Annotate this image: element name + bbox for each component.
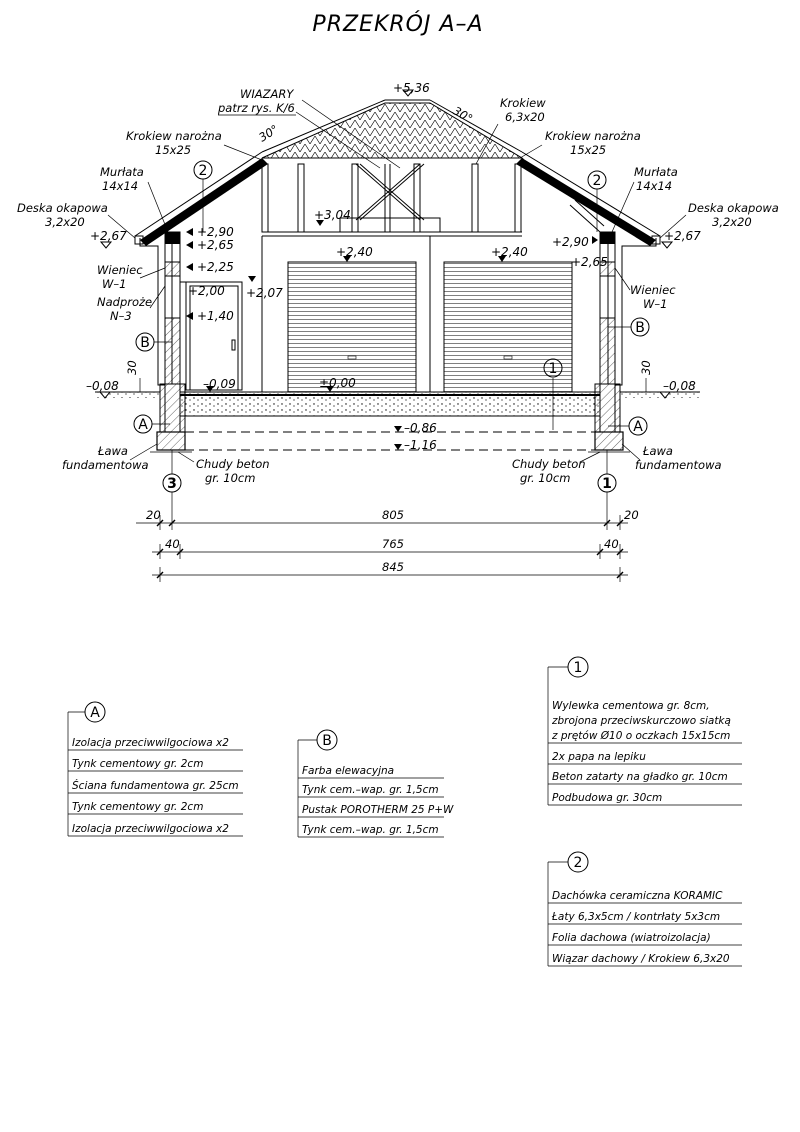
label-wieniec-left: Wieniec bbox=[97, 263, 143, 277]
legend-1-layer-1: 2x papa na lepiku bbox=[552, 751, 646, 763]
thirty-left: 30 bbox=[125, 360, 139, 375]
legend-B bbox=[298, 730, 454, 837]
label-chudy-beton-left-thk: gr. 10cm bbox=[205, 471, 256, 485]
elev-found-bottom: –1,16 bbox=[404, 438, 437, 452]
legend-2 bbox=[548, 852, 742, 966]
dim-row1-c: 20 bbox=[624, 508, 639, 522]
legend-A-layer-1: Izolacja przeciwwilgociowa x2 bbox=[72, 737, 229, 749]
label-deska-okapowa-right-size: 3,2x20 bbox=[712, 215, 752, 229]
label-wiazary: WIAZARY bbox=[240, 87, 294, 101]
legend-A-layer-2: Tynk cementowy gr. 2cm bbox=[72, 758, 204, 770]
legend-A-layer-4: Tynk cementowy gr. 2cm bbox=[72, 801, 204, 813]
tag-1-floor: 1 bbox=[548, 361, 558, 377]
dim-row2-c: 40 bbox=[604, 537, 619, 551]
label-wieniec-right: Wieniec bbox=[630, 283, 676, 297]
label-wieniec-left-code: W–1 bbox=[102, 277, 127, 291]
axis-3: 3 bbox=[167, 476, 177, 492]
elev-floor: ±0,00 bbox=[319, 376, 356, 390]
dim-row3: 845 bbox=[382, 560, 404, 574]
legend-2-layer-4: Wiązar dachowy / Krokiew 6,3x20 bbox=[552, 953, 730, 965]
legend-1 bbox=[548, 657, 742, 805]
dim-row1-b: 805 bbox=[382, 508, 404, 522]
label-murlata-right: Murłata bbox=[634, 165, 678, 179]
elev-found-top: –0,86 bbox=[404, 421, 437, 435]
legend-2-layer-2: Łaty 6,3x5cm / kontrłaty 5x3cm bbox=[552, 911, 721, 923]
dim-row2-a: 40 bbox=[165, 537, 180, 551]
drawing-title: PRZEKRÓJ A–A bbox=[312, 12, 484, 37]
legend-1-layer-3: Podbudowa gr. 30cm bbox=[552, 792, 663, 804]
axis-1: 1 bbox=[602, 476, 612, 492]
label-krokiew-narozna-right: Krokiew narożna bbox=[545, 129, 641, 143]
legend-A-layer-5: Izolacja przeciwwilgociowa x2 bbox=[72, 823, 229, 835]
label-chudy-beton-left: Chudy beton bbox=[196, 457, 270, 471]
tag-A-right: A bbox=[633, 419, 643, 435]
elev-ring-left: +2,65 bbox=[197, 238, 234, 252]
elev-door-head: +2,00 bbox=[188, 284, 225, 298]
legend-B-layer-2: Tynk cem.–wap. gr. 1,5cm bbox=[302, 784, 439, 796]
elev-gate-right: +2,40 bbox=[491, 245, 528, 259]
label-deska-okapowa-right: Deska okapowa bbox=[688, 201, 779, 215]
tag-2-left: 2 bbox=[198, 163, 208, 179]
elev-ring-right: +2,65 bbox=[571, 255, 608, 269]
elev-inside-step: –0,09 bbox=[203, 377, 236, 391]
legend-B-tag: B bbox=[322, 733, 332, 749]
legend-2-tag: 2 bbox=[573, 855, 583, 871]
dimensions bbox=[136, 492, 639, 582]
label-deska-okapowa-left: Deska okapowa bbox=[17, 201, 108, 215]
elev-door-head2: +2,07 bbox=[246, 286, 283, 300]
dim-row2-b: 765 bbox=[382, 537, 404, 551]
tag-B-left: B bbox=[140, 335, 150, 351]
elev-window: +1,40 bbox=[197, 309, 234, 323]
label-angle-right: 30° bbox=[450, 103, 476, 126]
elev-ground-right: –0,08 bbox=[663, 379, 696, 393]
legend-2-layer-1: Dachówka ceramiczna KORAMIC bbox=[552, 890, 723, 902]
tag-B-right: B bbox=[635, 320, 645, 336]
elev-wall-top-left: +2,90 bbox=[197, 225, 234, 239]
label-wieniec-right-code: W–1 bbox=[643, 297, 668, 311]
legend-1-head-1: Wylewka cementowa gr. 8cm, bbox=[552, 700, 710, 712]
label-lawa-left: Ława bbox=[98, 444, 128, 458]
label-nadproze: Nadproże bbox=[97, 295, 153, 309]
legend-B-layer-4: Tynk cem.–wap. gr. 1,5cm bbox=[302, 824, 439, 836]
legend-2-layer-3: Folia dachowa (wiatroizolacja) bbox=[552, 932, 711, 944]
label-krokiew-narozna-left: Krokiew narożna bbox=[126, 129, 222, 143]
elev-wall-top-right: +2,90 bbox=[552, 235, 589, 249]
label-murlata-left-size: 14x14 bbox=[102, 179, 139, 193]
label-chudy-beton-right: Chudy beton bbox=[512, 457, 586, 471]
tag-A-left: A bbox=[138, 417, 148, 433]
elev-eave-right: +2,67 bbox=[664, 229, 701, 243]
elev-eave-left: +2,67 bbox=[90, 229, 127, 243]
label-murlata-left: Murłata bbox=[100, 165, 144, 179]
label-krokiew-narozna-left-size: 15x25 bbox=[155, 143, 192, 157]
legend-B-layer-1: Farba elewacyjna bbox=[302, 765, 395, 777]
legend-A bbox=[68, 702, 243, 836]
label-chudy-beton-right-thk: gr. 10cm bbox=[520, 471, 571, 485]
elev-ground-left: –0,08 bbox=[86, 379, 119, 393]
legend-1-head-3: z prętów Ø10 o oczkach 15x15cm bbox=[552, 730, 731, 742]
label-wiazary-ref: patrz rys. K/6 bbox=[218, 101, 295, 115]
elev-lintel: +2,25 bbox=[197, 260, 234, 274]
label-fundamentowa-right: fundamentowa bbox=[635, 458, 722, 472]
label-lawa-right: Ława bbox=[643, 444, 673, 458]
label-fundamentowa-left: fundamentowa bbox=[62, 458, 149, 472]
label-krokiew: Krokiew bbox=[500, 96, 546, 110]
label-krokiew-size: 6,3x20 bbox=[505, 110, 545, 124]
legend-1-layer-2: Beton zatarty na gładko gr. 10cm bbox=[552, 771, 728, 783]
label-krokiew-narozna-right-size: 15x25 bbox=[570, 143, 607, 157]
legend-A-tag: A bbox=[90, 705, 100, 721]
legend-A-layer-3: Ściana fundamentowa gr. 25cm bbox=[72, 780, 239, 792]
legend-1-head-2: zbrojona przeciwskurczowo siatką bbox=[552, 715, 731, 727]
legend-1-tag: 1 bbox=[573, 660, 583, 676]
label-murlata-right-size: 14x14 bbox=[636, 179, 673, 193]
dim-row1-a: 20 bbox=[146, 508, 161, 522]
elev-gate-left: +2,40 bbox=[336, 245, 373, 259]
label-nadproze-code: N–3 bbox=[110, 309, 132, 323]
elev-ridge: +5,36 bbox=[393, 81, 430, 95]
legend-B-layer-3: Pustak POROTHERM 25 P+W bbox=[302, 804, 454, 816]
elev-truss-bottom: +3,04 bbox=[314, 208, 351, 222]
label-angle-left: 30° bbox=[256, 121, 281, 145]
thirty-right: 30 bbox=[639, 360, 653, 375]
label-deska-okapowa-left-size: 3,2x20 bbox=[45, 215, 85, 229]
tag-2-right: 2 bbox=[592, 173, 602, 189]
